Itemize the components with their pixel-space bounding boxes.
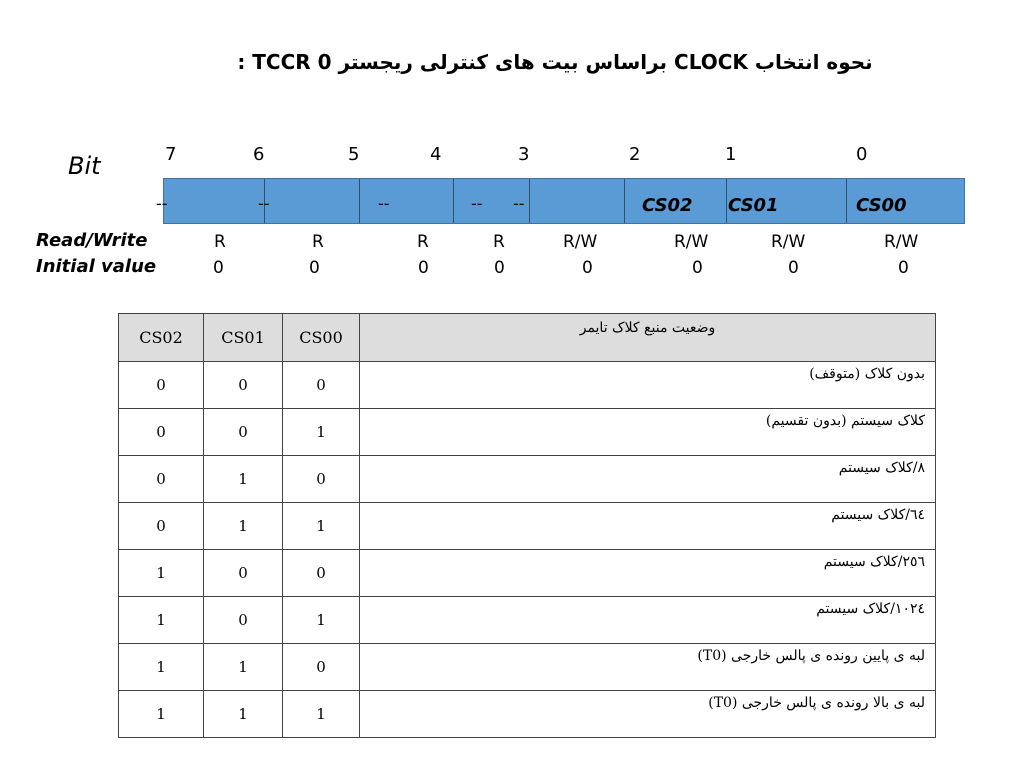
table-cell-bit: 0	[204, 362, 283, 409]
table-cell-bit: 0	[204, 409, 283, 456]
bit-number-6: 6	[253, 144, 265, 165]
init-value: 0	[788, 258, 799, 278]
register-bar	[163, 178, 965, 224]
table-cell-bit: 1	[283, 597, 360, 644]
register-dash: --	[156, 194, 168, 213]
rw-value: R	[417, 232, 429, 252]
title-colon: :	[237, 50, 246, 74]
table-cell-bit: 1	[119, 691, 204, 738]
title-text: نحوه انتخاب CLOCK براساس بیت های کنترلی ریجستر	[338, 50, 873, 74]
register-name-cs02: CS02	[642, 195, 693, 216]
table-cell-bit: 0	[119, 409, 204, 456]
header-description: وضعیت منبع کلاک تایمر	[360, 314, 936, 362]
register-divider	[359, 179, 360, 223]
register-dash: --	[471, 194, 483, 213]
header-cs01: CS01	[204, 314, 283, 362]
bit-number-0: 0	[856, 144, 868, 165]
table-cell-bit: 1	[204, 503, 283, 550]
table-cell-bit: 0	[119, 456, 204, 503]
rw-value: R/W	[884, 232, 919, 252]
table-cell-description: ۱۰۲٤/کلاک سیستم	[360, 597, 936, 644]
init-value: 0	[418, 258, 429, 278]
table-row	[119, 550, 936, 597]
table-cell-bit: 1	[204, 456, 283, 503]
table-row	[119, 597, 936, 644]
read-write-label: Read/Write	[36, 230, 148, 251]
table-cell-bit: 0	[283, 456, 360, 503]
rw-value: R/W	[563, 232, 598, 252]
initial-value-label: Initial value	[36, 256, 157, 277]
table-cell-bit: 0	[283, 550, 360, 597]
title-register: TCCR 0	[252, 50, 332, 74]
bit-number-4: 4	[430, 144, 442, 165]
table-cell-bit: 0	[119, 503, 204, 550]
table-cell-description: لبه ی بالا رونده ی پالس خارجی (T0)	[360, 691, 936, 738]
register-dash: --	[513, 194, 525, 213]
table-cell-description: ۲٥٦/کلاک سیستم	[360, 550, 936, 597]
table-row	[119, 691, 936, 738]
table-cell-description: ۸/کلاک سیستم	[360, 456, 936, 503]
table-cell-bit: 1	[119, 597, 204, 644]
bit-number-3: 3	[518, 144, 530, 165]
table-cell-description: لبه ی پایین رونده ی پالس خارجی (T0)	[360, 644, 936, 691]
table-cell-bit: 1	[204, 691, 283, 738]
page-title	[0, 50, 1024, 74]
table-cell-bit: 1	[283, 409, 360, 456]
header-cs00: CS00	[283, 314, 360, 362]
table-cell-bit: 0	[204, 597, 283, 644]
table-cell-bit: 0	[204, 550, 283, 597]
rw-value: R	[493, 232, 505, 252]
init-value: 0	[494, 258, 505, 278]
register-divider	[624, 179, 625, 223]
bit-number-2: 2	[629, 144, 641, 165]
init-value: 0	[582, 258, 593, 278]
bit-number-5: 5	[348, 144, 360, 165]
table-cell-bit: 1	[283, 691, 360, 738]
table-row	[119, 503, 936, 550]
register-dash: --	[258, 194, 270, 213]
table-cell-description: کلاک سیستم (بدون تقسیم)	[360, 409, 936, 456]
bit-number-1: 1	[725, 144, 737, 165]
header-cs02: CS02	[119, 314, 204, 362]
register-dash: --	[378, 194, 390, 213]
bit-number-7: 7	[165, 144, 177, 165]
register-divider	[846, 179, 847, 223]
clock-select-table	[118, 313, 936, 738]
table-cell-bit: 1	[119, 550, 204, 597]
init-value: 0	[898, 258, 909, 278]
table-cell-bit: 1	[119, 644, 204, 691]
table-cell-bit: 1	[283, 503, 360, 550]
table-cell-bit: 1	[204, 644, 283, 691]
bit-label: Bit	[68, 152, 101, 180]
table-row	[119, 456, 936, 503]
table-row	[119, 362, 936, 409]
table-cell-bit: 0	[119, 362, 204, 409]
table-cell-bit: 0	[283, 644, 360, 691]
rw-value: R	[214, 232, 226, 252]
register-name-cs00: CS00	[856, 195, 907, 216]
register-divider	[726, 179, 727, 223]
table-cell-bit: 0	[283, 362, 360, 409]
table-cell-description: بدون کلاک (متوقف)	[360, 362, 936, 409]
table-header-row	[119, 314, 936, 362]
table-row	[119, 644, 936, 691]
register-name-cs01: CS01	[728, 195, 779, 216]
init-value: 0	[692, 258, 703, 278]
init-value: 0	[213, 258, 224, 278]
register-divider	[529, 179, 530, 223]
register-divider	[453, 179, 454, 223]
rw-value: R	[312, 232, 324, 252]
init-value: 0	[309, 258, 320, 278]
table-cell-description: ٦٤/کلاک سیستم	[360, 503, 936, 550]
rw-value: R/W	[674, 232, 709, 252]
rw-value: R/W	[771, 232, 806, 252]
table-row	[119, 409, 936, 456]
